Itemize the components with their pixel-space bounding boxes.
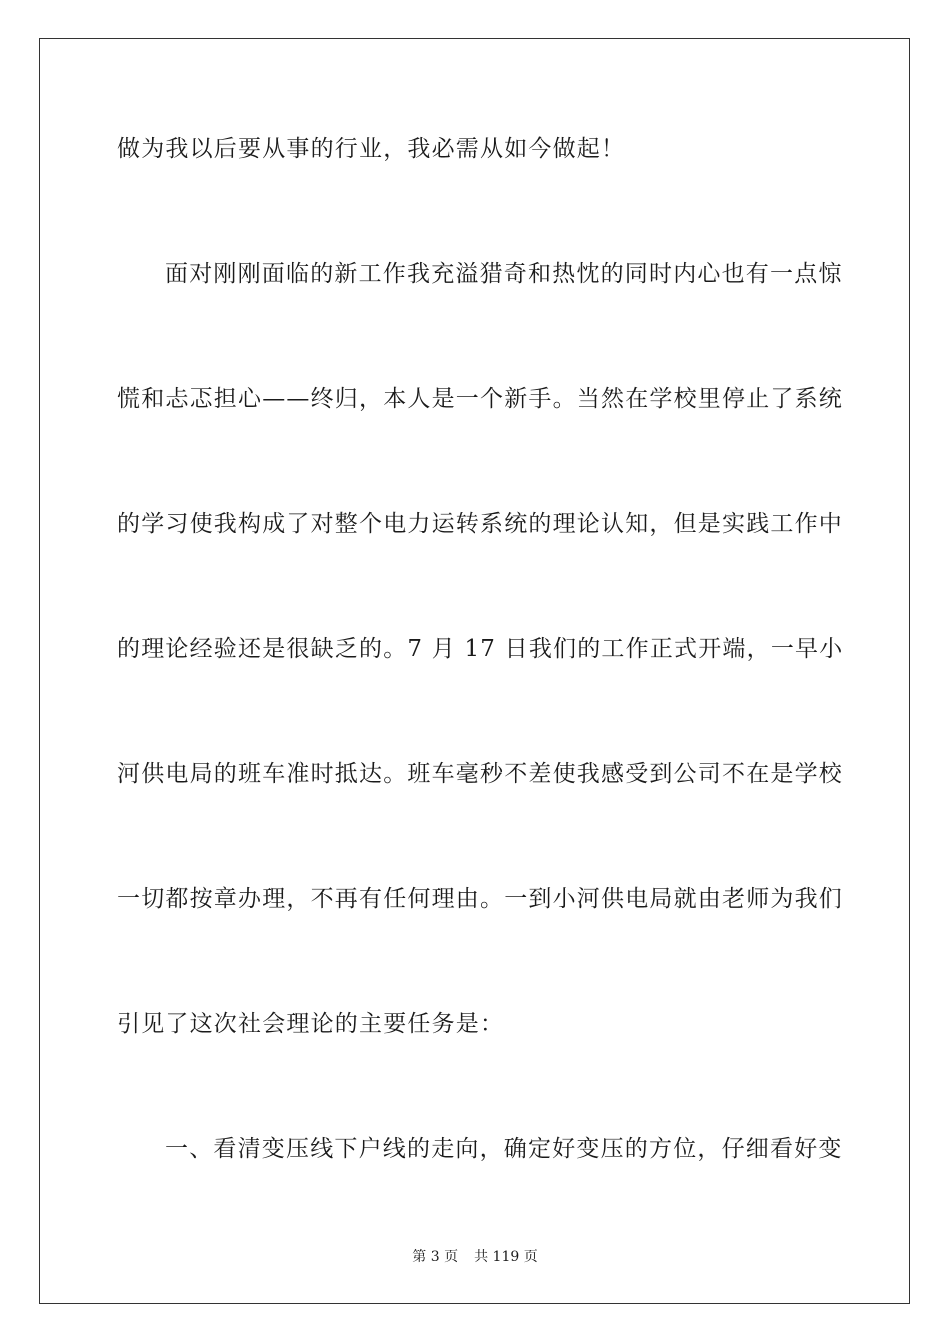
body-line-6: 河供电局的班车准时抵达。班车毫秒不差使我感受到公司不在是学校	[117, 761, 843, 787]
body-line-3: 慌和忐忑担心——终归，本人是一个新手。当然在学校里停止了系统	[117, 386, 843, 412]
body-line-1: 做为我以后要从事的行业，我必需从如今做起！	[117, 136, 626, 162]
body-line-7: 一切都按章办理，不再有任何理由。一到小河供电局就由老师为我们	[117, 886, 843, 912]
page-footer	[0, 1248, 950, 1266]
body-line-4: 的学习使我构成了对整个电力运转系统的理论认知，但是实践工作中	[117, 511, 843, 537]
total-pages: 共 119 页	[474, 1249, 538, 1265]
paragraph-start-line: 面对刚刚面临的新工作我充溢猎奇和热忱的同时内心也有一点惊	[165, 261, 843, 287]
body-line-8: 引见了这次社会理论的主要任务是：	[117, 1011, 505, 1037]
page-number: 第 3 页	[412, 1249, 459, 1265]
body-line-5: 的理论经验还是很缺乏的。7 月 17 日我们的工作正式开端，一早小	[117, 636, 844, 662]
page-border	[39, 38, 910, 1304]
list-item-line: 一、看清变压线下户线的走向，确定好变压的方位，仔细看好变	[165, 1136, 843, 1162]
